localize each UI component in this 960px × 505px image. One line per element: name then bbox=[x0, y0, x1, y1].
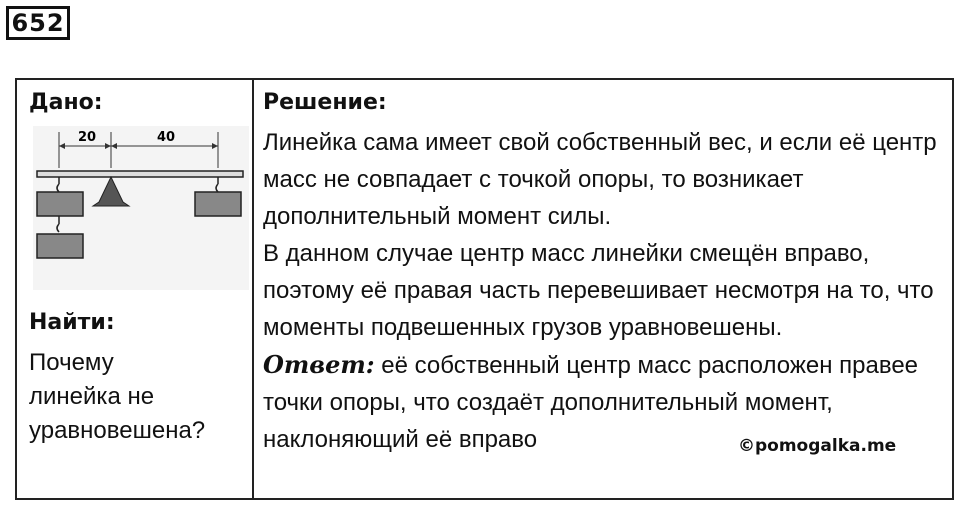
question-line: линейка не bbox=[29, 383, 155, 410]
dim-label-right: 40 bbox=[157, 130, 176, 145]
lever-figure bbox=[31, 124, 251, 292]
weight-left-1 bbox=[37, 192, 83, 216]
question-line: уравновешена? bbox=[29, 417, 206, 444]
dim-label-left: 20 bbox=[78, 130, 97, 145]
given-column bbox=[17, 80, 252, 498]
find-question bbox=[29, 346, 244, 448]
question-line: Почему bbox=[29, 349, 114, 376]
solution-paragraph-1: Линейка сама имеет свой собственный вес, и если её центр масс не совпадает с точкой опоры, то возникает дополнительный момент силы. bbox=[263, 129, 937, 230]
given-heading: Дано: bbox=[29, 90, 103, 115]
answer-text: её собственный центр масс расположен правее точки опоры, что создаёт дополнительный момент, наклоняющий её вправо bbox=[263, 352, 919, 453]
solution-paragraph-2: В данном случае центр масс линейки смещён вправо, поэтому её правая часть перевешивает несмотря на то, что моменты подвешенных грузов уравновешены. bbox=[263, 240, 934, 341]
weight-left-2 bbox=[37, 234, 83, 258]
weight-right bbox=[195, 192, 241, 216]
problem-number: 652 bbox=[6, 6, 70, 40]
solution-body bbox=[263, 124, 938, 458]
watermark: ©pomogalka.me bbox=[738, 436, 897, 456]
ruler bbox=[37, 171, 243, 177]
answer-label: Ответ: bbox=[263, 350, 375, 379]
find-heading: Найти: bbox=[29, 310, 115, 335]
solution-heading: Решение: bbox=[263, 90, 387, 115]
